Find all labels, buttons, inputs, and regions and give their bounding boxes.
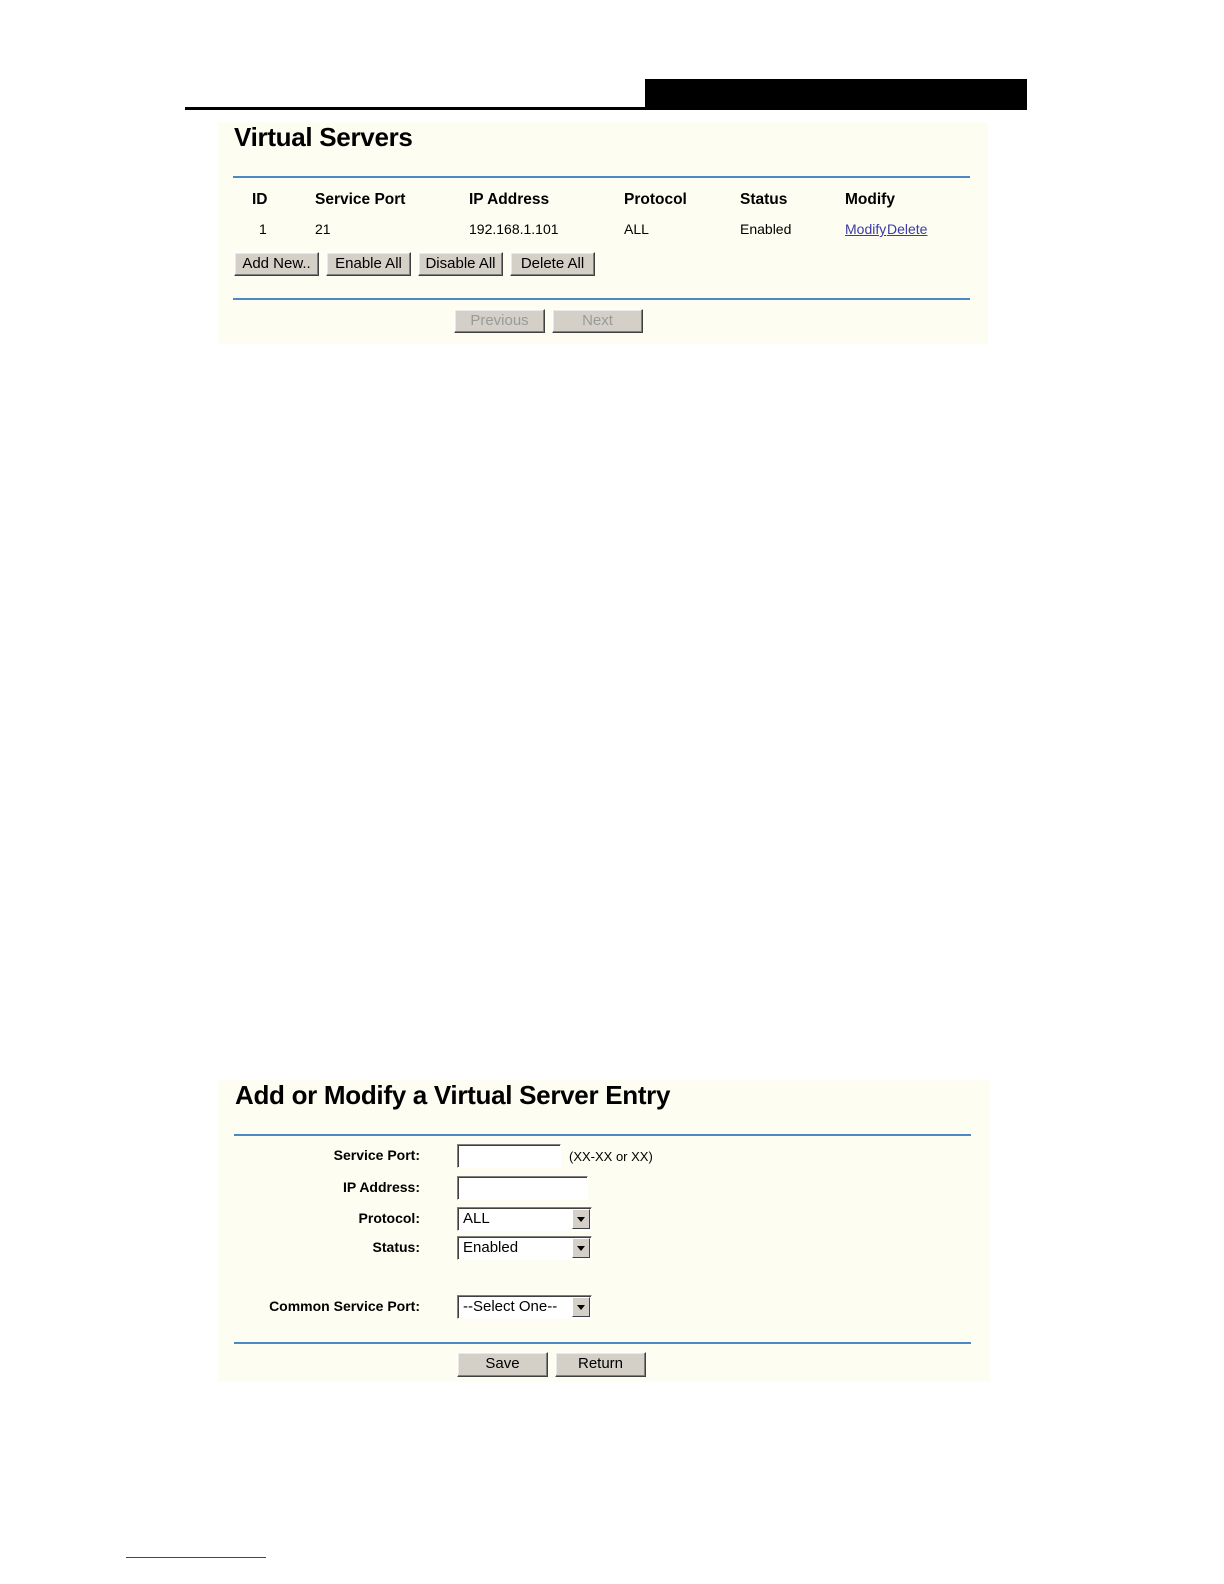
ip-address-label: IP Address: (342, 1179, 420, 1195)
page-header-block (645, 79, 1027, 110)
footer-link[interactable] (126, 1557, 266, 1558)
column-header-id: ID (252, 191, 268, 208)
chevron-down-icon[interactable] (572, 1209, 590, 1229)
column-header-ip-address: IP Address (469, 191, 550, 208)
column-header-status: Status (740, 191, 788, 208)
common-service-port-select[interactable] (457, 1295, 592, 1319)
disable-all-button[interactable]: Disable All (418, 252, 503, 276)
common-service-port-label: Common Service Port: (269, 1298, 420, 1314)
service-port-format-hint: (XX-XX or XX) (569, 1149, 653, 1164)
add-new-button[interactable]: Add New.. (234, 252, 319, 276)
protocol-label: Protocol: (358, 1210, 420, 1226)
form-title-divider (234, 1134, 971, 1136)
save-button[interactable]: Save (457, 1352, 548, 1377)
enable-all-button[interactable]: Enable All (326, 252, 411, 276)
column-header-modify: Modify (845, 191, 895, 208)
return-button[interactable]: Return (555, 1352, 646, 1377)
delete-all-button[interactable]: Delete All (510, 252, 595, 276)
title-divider (233, 176, 970, 178)
status-label: Status: (372, 1239, 420, 1255)
entry-form-panel (218, 1080, 990, 1382)
page-title: Virtual Servers (234, 122, 413, 152)
common-service-port-selected-value: --Select One-- (463, 1298, 558, 1315)
bottom-divider (233, 298, 970, 300)
protocol-selected-value: ALL (463, 1210, 490, 1227)
cell-id: 1 (259, 221, 267, 237)
column-header-protocol: Protocol (624, 191, 687, 208)
status-select[interactable] (457, 1236, 592, 1260)
status-selected-value: Enabled (463, 1239, 519, 1256)
column-header-service-port: Service Port (315, 191, 406, 208)
service-port-input[interactable] (457, 1144, 561, 1168)
delete-link[interactable]: Delete (887, 221, 928, 237)
ip-address-input[interactable] (457, 1176, 588, 1200)
cell-ip-address: 192.168.1.101 (469, 221, 559, 237)
chevron-down-icon[interactable] (572, 1297, 590, 1317)
protocol-select[interactable] (457, 1207, 592, 1231)
page-header-rule (185, 107, 1027, 110)
modify-link[interactable]: Modify (845, 221, 887, 237)
cell-protocol: ALL (624, 221, 649, 237)
chevron-down-icon[interactable] (572, 1238, 590, 1258)
cell-service-port: 21 (315, 221, 331, 237)
service-port-label: Service Port: (333, 1147, 420, 1163)
form-title: Add or Modify a Virtual Server Entry (235, 1080, 671, 1110)
next-button[interactable]: Next (552, 309, 643, 333)
previous-button[interactable]: Previous (454, 309, 545, 333)
cell-status: Enabled (740, 221, 792, 237)
form-bottom-divider (234, 1342, 971, 1344)
